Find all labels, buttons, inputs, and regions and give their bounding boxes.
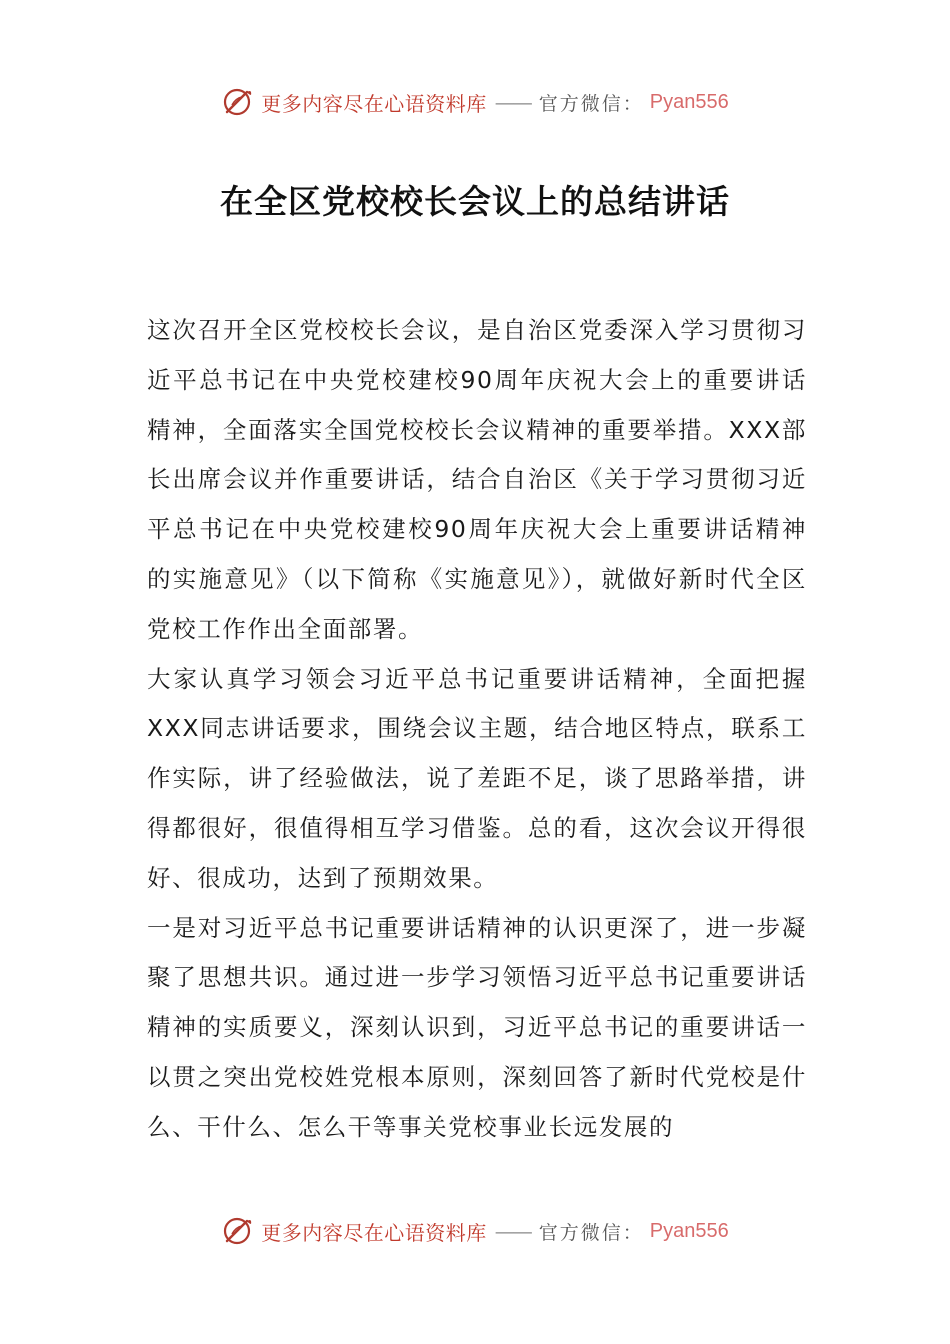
header-banner <box>0 82 950 122</box>
brand-text: 更多内容尽在心语资料库 <box>261 1220 487 1245</box>
wechat-id: Pyan556 <box>649 90 729 113</box>
banner-dash: —— <box>494 90 531 114</box>
paragraph-2: 大家认真学习领会习近平总书记重要讲话精神，全面把握XXX同志讲话要求，围绕会议主题，结合地区特点，联系工作实际，讲了经验做法，说了差距不足，谈了思路举措，讲得都很好，很值得相互学习借鉴。总的看，这次会议开得很好、很成功，达到了预期效果。 <box>147 664 807 892</box>
brand-text: 更多内容尽在心语资料库 <box>261 91 487 116</box>
banner-dash: —— <box>494 1219 531 1243</box>
paragraph-1: 这次召开全区党校校长会议，是自治区党委深入学习贯彻习近平总书记在中央党校建校90周年庆祝大会上的重要讲话精神，全面落实全国党校校长会议精神的重要举措。XXX部长出席会议并作重要讲话，结合自治区《关于学习贯彻习近平总书记在中央党校建校90周年庆祝大会上重要讲话精神的实施意见》（以下简称《实施意见》），就做好新时代全区党校工作作出全面部署。 <box>147 316 807 643</box>
wechat-id: Pyan556 <box>649 1219 729 1242</box>
quill-logo-icon <box>221 85 255 119</box>
wechat-label: 官方微信： <box>538 1221 644 1244</box>
document-body <box>147 306 807 1153</box>
footer-banner <box>0 1211 950 1251</box>
paragraph-3: 一是对习近平总书记重要讲话精神的认识更深了，进一步凝聚了思想共识。通过进一步学习领悟习近平总书记重要讲话精神的实质要义，深刻认识到，习近平总书记的重要讲话一以贯之突出党校姓党根本原则，深刻回答了新时代党校是什么、干什么、怎么干等事关党校事业长远发展的 <box>147 913 807 1141</box>
document-title: 在全区党校校长会议上的总结讲话 <box>220 182 730 221</box>
wechat-label: 官方微信： <box>538 92 644 115</box>
quill-logo-icon <box>221 1214 255 1248</box>
